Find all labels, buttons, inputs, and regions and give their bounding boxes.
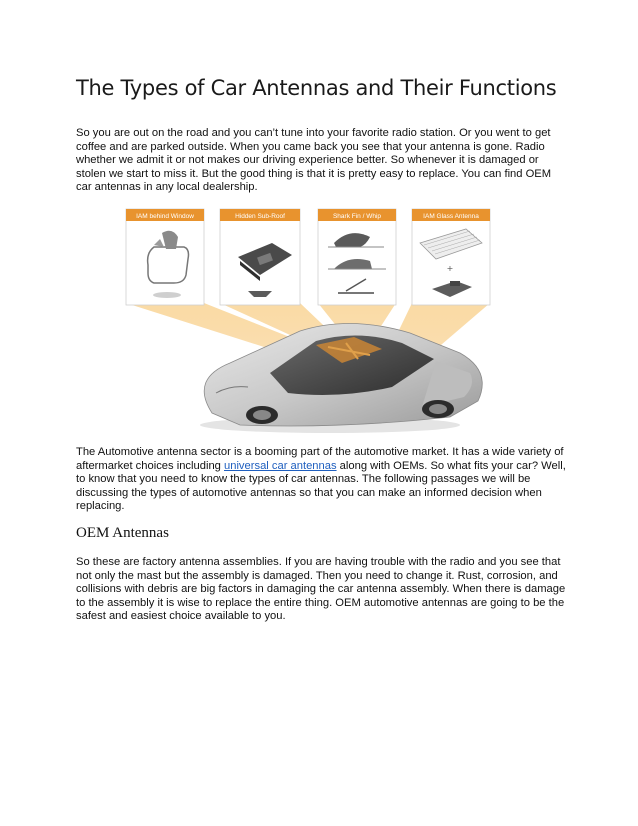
- car-antenna-types-figure: [120, 203, 500, 433]
- section-heading-oem-antennas: OEM Antennas: [76, 525, 169, 541]
- panel-label-4: IAM Glass Antenna: [423, 213, 479, 220]
- intro-paragraph: So you are out on the road and you can’t tune into your favorite radio station. Or you went to get coffee and are parked outside. When you came back you see that your antenna is gone. Radio whether we admit it or not makes our driving experience better. So whenever it is damaged or stolen we start to miss it. But the good thing is that it is pretty easy to replace. You can find OEM car antennas in any local dealership.: [76, 127, 552, 194]
- panel-label-1: IAM behind Window: [136, 213, 194, 220]
- panel-shark-fin-whip: [318, 209, 396, 305]
- oem-paragraph: So these are factory antenna assemblies. If you are having trouble with the radio and you see that not only the mast but the assembly is damaged. Then you need to change it. Rust, corrosion, and collisions with debris are big factors in damaging the car antenna assembly. When there is damage to the assembly it is wise to replace the entire thing. OEM automotive antennas are going to be the safest and easiest choice available to you.: [76, 556, 566, 623]
- universal-car-antennas-link[interactable]: universal car antennas: [224, 459, 337, 472]
- panel-iam-glass-antenna: [412, 209, 490, 305]
- panel-label-3: Shark Fin / Whip: [332, 213, 382, 220]
- page-title: The Types of Car Antennas and Their Functions: [76, 76, 557, 100]
- plus-icon: +: [446, 264, 454, 273]
- panel-hidden-sub-roof: [220, 209, 300, 305]
- market-paragraph: [76, 446, 566, 514]
- panel-label-2: Hidden Sub-Roof: [235, 213, 285, 220]
- panel-iam-behind-window: [126, 209, 204, 305]
- market-paragraph-text-end: along with OEMs. So what fits your car? Well, to know that you need to know the types of car antennas. The following passages we will be discussing the types of automotive antennas so that you can make an informed decision when replacing.: [76, 459, 566, 513]
- market-paragraph-text-start: The Automotive antenna sector is a booming part of the automotive market. It has a wide variety of aftermarket choices including: [76, 446, 564, 472]
